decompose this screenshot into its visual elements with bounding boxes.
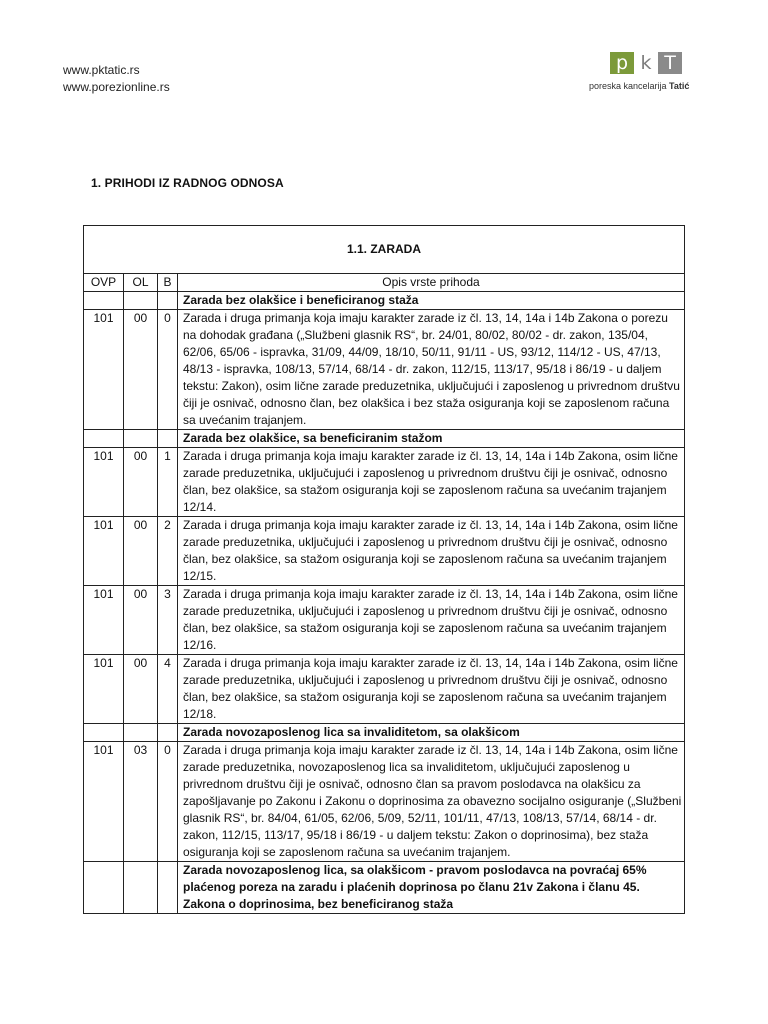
table-title: 1.1. ZARADA bbox=[84, 226, 685, 274]
website-links bbox=[63, 62, 170, 96]
cell-b bbox=[158, 430, 178, 448]
cell-b: 0 bbox=[158, 310, 178, 430]
cell-description: Zarada i druga primanja koja imaju karakter zarade iz čl. 13, 14, 14a i 14b Zakona, osim lične zarade preduzetnika, uključujući i zaposlenog u privrednom društvu čiji je osnivač, odnosno član, bez olakšice, sa stažom osiguranja koji se zaposlenom računa sa uvećanim trajanjem 12/18. bbox=[178, 655, 685, 724]
cell-ol bbox=[124, 430, 158, 448]
cell-ol bbox=[124, 292, 158, 310]
company-logo bbox=[589, 52, 689, 91]
column-header-description: Opis vrste prihoda bbox=[178, 274, 685, 292]
cell-subheading: Zarada bez olakšice i beneficiranog staža bbox=[178, 292, 685, 310]
logo-letter-t: T bbox=[658, 52, 682, 74]
cell-subheading: Zarada novozaposlenog lica sa invaliditetom, sa olakšicom bbox=[178, 724, 685, 742]
cell-subheading: Zarada novozaposlenog lica, sa olakšicom - pravom poslodavca na povraćaj 65% plaćenog poreza na zaradu i plaćenih doprinosa po članu 21v Zakona i članu 45. Zakona o doprinosima, bez beneficiranog staža bbox=[178, 862, 685, 914]
subheading-row bbox=[84, 724, 685, 742]
subheading-row bbox=[84, 292, 685, 310]
column-header-b: B bbox=[158, 274, 178, 292]
cell-ovp: 101 bbox=[84, 310, 124, 430]
logo-letter-p: p bbox=[610, 52, 634, 74]
cell-ovp: 101 bbox=[84, 655, 124, 724]
logo-mark bbox=[610, 52, 689, 74]
table-row bbox=[84, 742, 685, 862]
cell-subheading: Zarada bez olakšice, sa beneficiranim stažom bbox=[178, 430, 685, 448]
column-header-ovp: OVP bbox=[84, 274, 124, 292]
cell-b bbox=[158, 292, 178, 310]
cell-ol: 00 bbox=[124, 517, 158, 586]
cell-ovp bbox=[84, 724, 124, 742]
cell-b bbox=[158, 862, 178, 914]
cell-ovp: 101 bbox=[84, 517, 124, 586]
table-row bbox=[84, 448, 685, 517]
cell-b: 0 bbox=[158, 742, 178, 862]
cell-ovp bbox=[84, 292, 124, 310]
cell-ol: 00 bbox=[124, 310, 158, 430]
cell-description: Zarada i druga primanja koja imaju karakter zarade iz čl. 13, 14, 14a i 14b Zakona, osim lične zarade preduzetnika, novozaposlenog lica sa invaliditetom, uključujući zaposlenog u privrednom društvu čiji je osnivač, odnosno član sa pravom poslodavca na olakšicu za zapošljavanje po Zakonu i Zakonu o doprinosima za obavezno socijalno osiguranje („Službeni glasnik RS“, br. 84/04, 61/05, 62/06, 5/09, 52/11, 101/11, 47/13, 108/13, 57/14, 68/14 - dr. zakon, 112/15, 113/17, 95/18 i 86/19 - u daljem tekstu: Zakon o doprinosima), bez staža osiguranja koji se zaposlenom računa sa uvećanim trajanjem. bbox=[178, 742, 685, 862]
cell-ovp: 101 bbox=[84, 586, 124, 655]
table-row bbox=[84, 310, 685, 430]
cell-ol: 00 bbox=[124, 586, 158, 655]
cell-ol: 03 bbox=[124, 742, 158, 862]
cell-b: 4 bbox=[158, 655, 178, 724]
cell-b: 3 bbox=[158, 586, 178, 655]
cell-description: Zarada i druga primanja koja imaju karakter zarade iz čl. 13, 14, 14a i 14b Zakona, osim lične zarade preduzetnika, uključujući i zaposlenog u privrednom društvu čiji je osnivač, odnosno član, bez olakšice, sa stažom osiguranja koji se zaposlenom računa sa uvećanim trajanjem 12/14. bbox=[178, 448, 685, 517]
logo-caption-name: Tatić bbox=[669, 81, 690, 91]
cell-description: Zarada i druga primanja koja imaju karakter zarade iz čl. 13, 14, 14a i 14b Zakona, osim lične zarade preduzetnika, uključujući i zaposlenog u privrednom društvu čiji je osnivač, odnosno član, bez olakšice, sa stažom osiguranja koji se zaposlenom računa sa uvećanim trajanjem 12/16. bbox=[178, 586, 685, 655]
cell-ovp: 101 bbox=[84, 448, 124, 517]
table-row bbox=[84, 655, 685, 724]
logo-letter-k: k bbox=[634, 52, 658, 74]
cell-ovp bbox=[84, 430, 124, 448]
cell-description: Zarada i druga primanja koja imaju karakter zarade iz čl. 13, 14, 14a i 14b Zakona o porezu na dohodak građana („Službeni glasnik RS“, br. 24/01, 80/02, 80/02 - dr. zakon, 135/04, 62/06, 65/06 - ispravka, 31/09, 44/09, 18/10, 50/11, 91/11 - US, 93/12, 114/12 - US, 47/13, 48/13 - ispravka, 108/13, 57/14, 68/14 - dr. zakon, 112/15, 113/17, 95/18 i 86/19 - u daljem tekstu: Zakon), osim lične zarade preduzetnika, uključujući i zaposlenog u privrednom društvu čiji je osnivač, odnosno član, bez olakšica i bez staža osiguranja koji se zaposlenom računa sa uvećanim trajanjem. bbox=[178, 310, 685, 430]
subheading-row bbox=[84, 862, 685, 914]
cell-ol bbox=[124, 724, 158, 742]
cell-ovp: 101 bbox=[84, 742, 124, 862]
income-types-table bbox=[83, 225, 685, 914]
cell-ol bbox=[124, 862, 158, 914]
logo-caption-prefix: poreska kancelarija bbox=[589, 81, 670, 91]
section-heading: 1. PRIHODI IZ RADNOG ODNOSA bbox=[91, 176, 284, 190]
table-title-row bbox=[84, 226, 685, 274]
cell-b: 1 bbox=[158, 448, 178, 517]
cell-b: 2 bbox=[158, 517, 178, 586]
table-header-row bbox=[84, 274, 685, 292]
subheading-row bbox=[84, 430, 685, 448]
cell-ol: 00 bbox=[124, 655, 158, 724]
cell-b bbox=[158, 724, 178, 742]
cell-ol: 00 bbox=[124, 448, 158, 517]
website-link-pktatic[interactable]: www.pktatic.rs bbox=[63, 63, 140, 77]
table-row bbox=[84, 586, 685, 655]
cell-description: Zarada i druga primanja koja imaju karakter zarade iz čl. 13, 14, 14a i 14b Zakona, osim lične zarade preduzetnika, uključujući i zaposlenog u privrednom društvu čiji je osnivač, odnosno član, bez olakšice, sa stažom osiguranja koji se zaposlenom računa sa uvećanim trajanjem 12/15. bbox=[178, 517, 685, 586]
website-link-porezionline[interactable]: www.porezionline.rs bbox=[63, 80, 170, 94]
logo-caption bbox=[589, 81, 689, 91]
cell-ovp bbox=[84, 862, 124, 914]
table-row bbox=[84, 517, 685, 586]
column-header-ol: OL bbox=[124, 274, 158, 292]
